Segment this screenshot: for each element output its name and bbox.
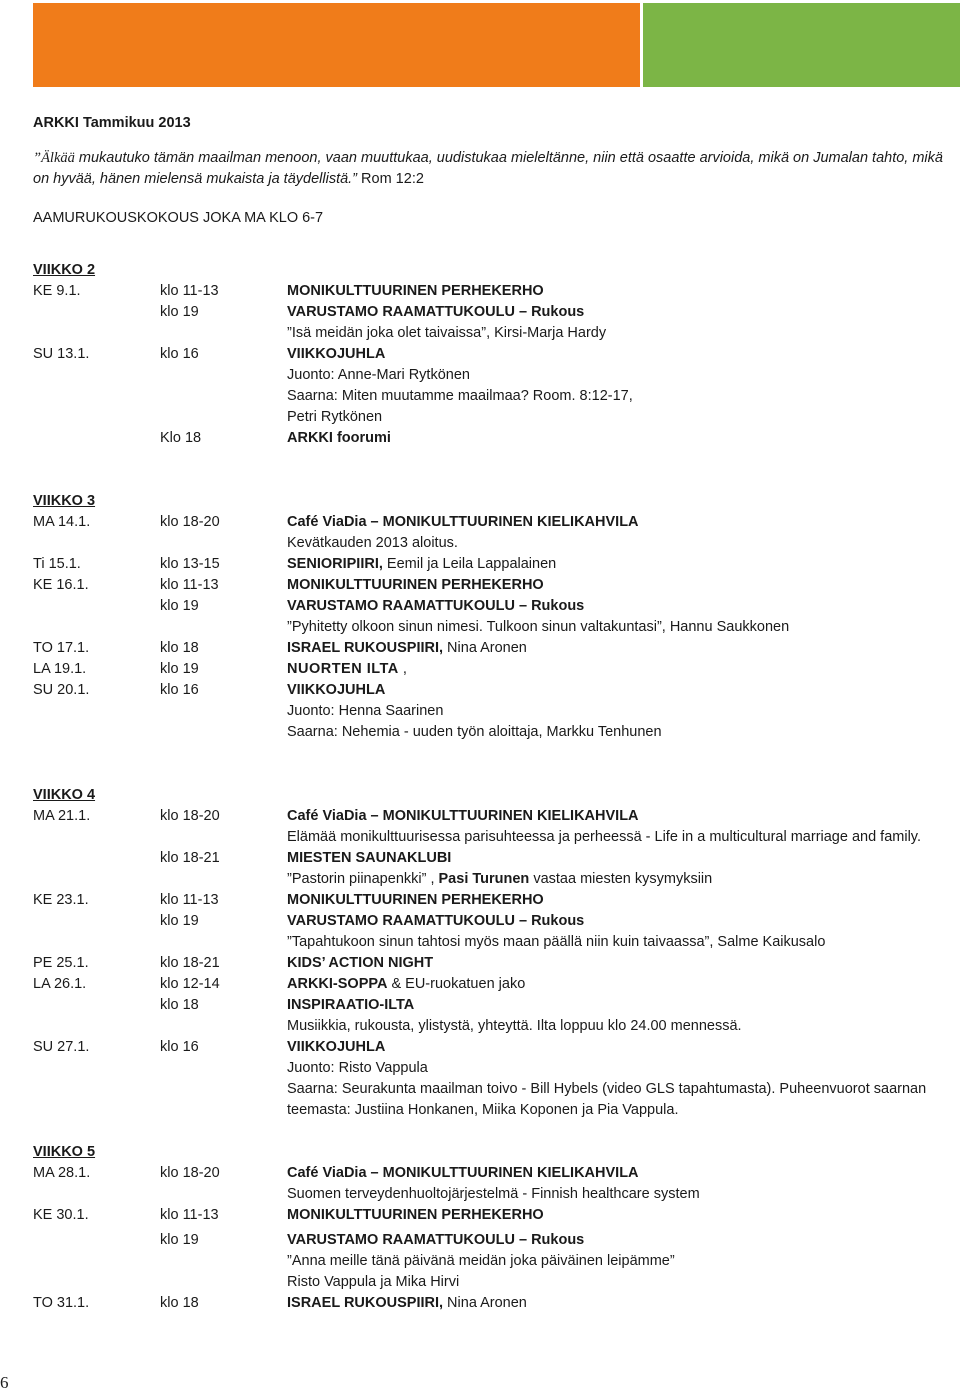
- page-number: 6: [0, 1373, 9, 1392]
- week-title: VIIKKO 3: [33, 493, 96, 509]
- schedule-row: [33, 596, 948, 617]
- event-detail: Risto Vappula ja Mika Hirvi: [287, 1274, 460, 1290]
- event-title: MONIKULTTUURINEN PERHEKERHO: [287, 892, 544, 908]
- time-label: klo 11-13: [160, 892, 219, 908]
- time-label: klo 16: [160, 682, 199, 698]
- schedule-row: [33, 911, 948, 932]
- schedule-row: [33, 575, 948, 596]
- schedule-row: [33, 659, 948, 680]
- time-label: Klo 18: [160, 430, 202, 446]
- event-title: MONIKULTTUURINEN PERHEKERHO: [287, 283, 544, 299]
- event-detail: Nina Aronen: [443, 640, 527, 656]
- day-label: Ti 15.1.: [33, 556, 81, 572]
- day-label: KE 30.1.: [33, 1207, 89, 1223]
- bible-verse: [33, 148, 948, 190]
- event-title: VIIKKOJUHLA: [287, 1039, 386, 1055]
- verse-text: mukautuko tämän maailman menoon, vaan muuttukaa, uudistukaa mieleltänne, niin että osaatte arvioida, mikä on Jumalan tahto, mikä on hyvää, hänen mielensä mukaista ja täydellistä.”: [33, 150, 943, 187]
- event-detail: Elämää monikulttuurisessa parisuhteessa ja perheessä - Life in a multicultural marriage and family.: [287, 829, 921, 845]
- time-label: klo 16: [160, 346, 199, 362]
- event-detail: ”Isä meidän joka olet taivaissa”, Kirsi-Marja Hardy: [287, 325, 607, 341]
- event-title: ARKKI-SOPPA: [287, 976, 388, 992]
- event-detail: Suomen terveydenhuoltojärjestelmä - Finnish healthcare system: [287, 1186, 700, 1202]
- time-label: klo 13-15: [160, 556, 220, 572]
- schedule-row: [33, 974, 948, 995]
- schedule-row: [33, 554, 948, 575]
- week-5-section: [33, 1142, 948, 1314]
- schedule-row: [33, 1251, 948, 1272]
- event-title: Café ViaDia – MONIKULTTUURINEN KIELIKAHVILA: [287, 1165, 639, 1181]
- day-label: PE 25.1.: [33, 955, 89, 971]
- day-label: KE 23.1.: [33, 892, 89, 908]
- time-label: klo 12-14: [160, 976, 220, 992]
- event-title: ISRAEL RUKOUSPIIRI,: [287, 1295, 444, 1311]
- event-title: NUORTEN ILTA: [287, 661, 399, 677]
- time-label: klo 18: [160, 997, 199, 1013]
- event-detail: ”Pastorin piinapenkki” ,: [287, 871, 439, 887]
- time-label: klo 19: [160, 661, 199, 677]
- schedule-row: [33, 722, 948, 743]
- schedule-row: [33, 806, 948, 827]
- day-label: TO 31.1.: [33, 1295, 90, 1311]
- schedule-row: [33, 995, 948, 1016]
- time-label: klo 11-13: [160, 577, 219, 593]
- schedule-row: [33, 1079, 948, 1121]
- event-title: ARKKI foorumi: [287, 430, 391, 446]
- day-label: KE 9.1.: [33, 283, 81, 299]
- day-label: SU 20.1.: [33, 682, 90, 698]
- event-detail: ,: [398, 661, 407, 677]
- day-label: TO 17.1.: [33, 640, 90, 656]
- schedule-row: [33, 428, 948, 449]
- orange-band: [33, 3, 640, 87]
- event-detail: Kevätkauden 2013 aloitus.: [287, 535, 458, 551]
- event-detail: & EU-ruokatuen jako: [387, 976, 526, 992]
- time-label: klo 18-21: [160, 850, 220, 866]
- time-label: klo 11-13: [160, 283, 219, 299]
- day-label: MA 21.1.: [33, 808, 91, 824]
- event-title: KIDS’ ACTION NIGHT: [287, 955, 434, 971]
- schedule-row: [33, 1037, 948, 1058]
- event-title: VIIKKOJUHLA: [287, 682, 386, 698]
- time-label: klo 18-20: [160, 514, 220, 530]
- time-label: klo 19: [160, 913, 199, 929]
- schedule-row: [33, 617, 948, 638]
- schedule-row: [33, 701, 948, 722]
- time-label: klo 18-20: [160, 808, 220, 824]
- time-label: klo 19: [160, 598, 199, 614]
- schedule-row: [33, 890, 948, 911]
- schedule-row: [33, 1016, 948, 1037]
- green-band: [643, 3, 960, 87]
- schedule-row: [33, 386, 948, 407]
- schedule-row: [33, 407, 948, 428]
- schedule-row: [33, 638, 948, 659]
- event-detail: Eemil ja Leila Lappalainen: [382, 556, 557, 572]
- schedule-row: [33, 1272, 948, 1293]
- time-label: klo 18-21: [160, 955, 220, 971]
- day-label: LA 26.1.: [33, 976, 87, 992]
- event-detail: ”Anna meille tänä päivänä meidän joka päiväinen leipämme”: [287, 1253, 675, 1269]
- verse-opening: ”Älkää: [33, 150, 75, 166]
- event-title: ISRAEL RUKOUSPIIRI,: [287, 640, 444, 656]
- day-label: MA 14.1.: [33, 514, 91, 530]
- schedule-row: [33, 1205, 948, 1226]
- event-detail: vastaa miesten kysymyksiin: [529, 871, 713, 887]
- event-detail: Juonto: Risto Vappula: [287, 1060, 428, 1076]
- schedule-row: [33, 365, 948, 386]
- schedule-row: [33, 323, 948, 344]
- day-label: LA 19.1.: [33, 661, 87, 677]
- event-detail: Petri Rytkönen: [287, 409, 383, 425]
- time-label: klo 19: [160, 304, 199, 320]
- week-title: VIIKKO 2: [33, 262, 96, 278]
- day-label: SU 27.1.: [33, 1039, 90, 1055]
- time-label: klo 16: [160, 1039, 199, 1055]
- verse-reference: Rom 12:2: [357, 171, 424, 187]
- event-title: MONIKULTTUURINEN PERHEKERHO: [287, 1207, 544, 1223]
- time-label: klo 18: [160, 1295, 199, 1311]
- time-label: klo 11-13: [160, 1207, 219, 1223]
- event-title: VARUSTAMO RAAMATTUKOULU – Rukous: [287, 913, 585, 929]
- morning-prayer-notice: AAMURUKOUSKOKOUS JOKA MA KLO 6-7: [33, 210, 324, 226]
- week-2-section: [33, 260, 948, 449]
- day-label: SU 13.1.: [33, 346, 90, 362]
- schedule-row: [33, 953, 948, 974]
- schedule-row: [33, 533, 948, 554]
- event-title: MONIKULTTUURINEN PERHEKERHO: [287, 577, 544, 593]
- event-detail: Saarna: Nehemia - uuden työn aloittaja, Markku Tenhunen: [287, 724, 662, 740]
- time-label: klo 18-20: [160, 1165, 220, 1181]
- event-title: VARUSTAMO RAAMATTUKOULU – Rukous: [287, 304, 585, 320]
- schedule-row: [33, 680, 948, 701]
- event-detail: Saarna: Miten muutamme maailmaa? Room. 8:12-17,: [287, 388, 633, 404]
- event-detail: Juonto: Anne-Mari Rytkönen: [287, 367, 470, 383]
- day-label: MA 28.1.: [33, 1165, 91, 1181]
- event-title: Café ViaDia – MONIKULTTUURINEN KIELIKAHVILA: [287, 514, 639, 530]
- week-3-section: [33, 491, 948, 743]
- event-title: SENIORIPIIRI,: [287, 556, 383, 572]
- schedule-row: [33, 1058, 948, 1079]
- document-title: ARKKI Tammikuu 2013: [33, 115, 191, 131]
- schedule-row: [33, 827, 948, 848]
- event-title: INSPIRAATIO-ILTA: [287, 997, 415, 1013]
- schedule-row: [33, 344, 948, 365]
- event-title: VARUSTAMO RAAMATTUKOULU – Rukous: [287, 1232, 585, 1248]
- event-title: Café ViaDia – MONIKULTTUURINEN KIELIKAHVILA: [287, 808, 639, 824]
- week-4-section: [33, 785, 948, 1121]
- day-label: KE 16.1.: [33, 577, 89, 593]
- schedule-row: [33, 1293, 948, 1314]
- week-title: VIIKKO 4: [33, 787, 96, 803]
- schedule-row: [33, 302, 948, 323]
- event-detail: Musiikkia, rukousta, ylistystä, yhteyttä. Ilta loppuu klo 24.00 mennessä.: [287, 1018, 742, 1034]
- event-title: VARUSTAMO RAAMATTUKOULU – Rukous: [287, 598, 585, 614]
- top-color-band: [33, 3, 960, 87]
- schedule-row: [33, 869, 948, 890]
- event-detail: ”Tapahtukoon sinun tahtosi myös maan päällä niin kuin taivaassa”, Salme Kaikusalo: [287, 934, 826, 950]
- week-title: VIIKKO 5: [33, 1144, 96, 1160]
- schedule-row: [33, 281, 948, 302]
- event-title: VIIKKOJUHLA: [287, 346, 386, 362]
- time-label: klo 19: [160, 1232, 199, 1248]
- document-body: [33, 113, 948, 1314]
- schedule-row: [33, 932, 948, 953]
- time-label: klo 18: [160, 640, 199, 656]
- event-detail: Nina Aronen: [443, 1295, 527, 1311]
- event-detail: Juonto: Henna Saarinen: [287, 703, 444, 719]
- schedule-row: [33, 1184, 948, 1205]
- event-detail: ”Pyhitetty olkoon sinun nimesi. Tulkoon sinun valtakuntasi”, Hannu Saukkonen: [287, 619, 790, 635]
- schedule-row: [33, 512, 948, 533]
- schedule-row: [33, 1163, 948, 1184]
- event-detail: Saarna: Seurakunta maailman toivo - Bill Hybels (video GLS tapahtumasta). Puheenvuorot saarnan teemasta: Justiina Honkanen, Miika Koponen ja Pia Vappula.: [287, 1081, 927, 1118]
- schedule-row: [33, 848, 948, 869]
- speaker-name: Pasi Turunen: [438, 871, 530, 887]
- event-title: MIESTEN SAUNAKLUBI: [287, 850, 452, 866]
- schedule-row: [33, 1230, 948, 1251]
